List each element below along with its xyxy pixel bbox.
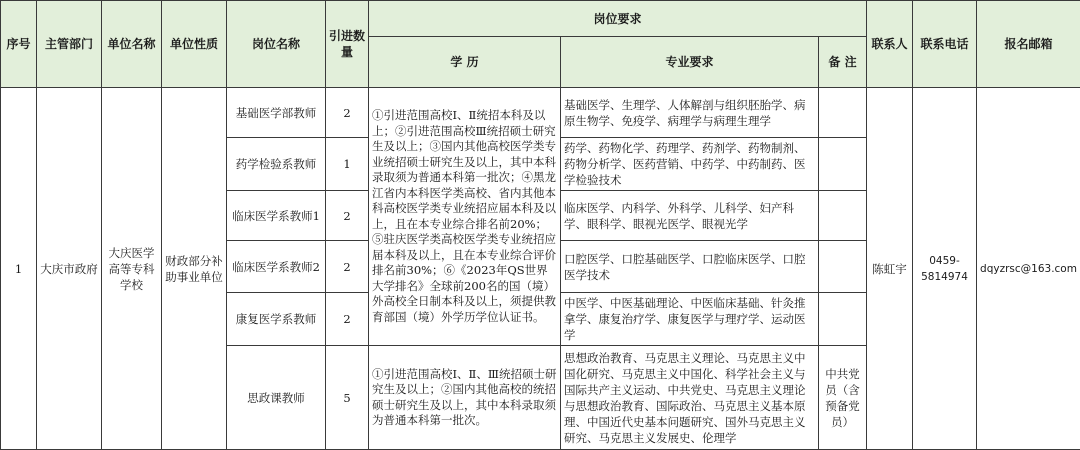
major-requirement: 中医学、中医基础理论、中医临床基础、针灸推拿学、康复治疗学、康复医学与理疗学、运动医学	[561, 293, 819, 346]
education-requirement: ①引进范围高校Ⅰ、Ⅱ统招本科及以上；②引进范围高校Ⅲ统招硕士研究生及以上；③国内其他高校医学类专业统招硕士研究生及以上，其中本科录取须为普通本科第一批次；④黑龙江省内本科医学类高校、省内其他本科高校医学类专业统招应届本科及以上，且在本专业综合排名前20%；⑤驻庆医学类高校医学类专业统招应届本科及以上，且在本专业综合评价排名前30%；⑥《2023年QS世界大学排名》全球前200名的国（境）外高校全日制本科及以上，须提供教育部国（境）外学历学位认证书。	[369, 88, 561, 346]
post-count: 2	[326, 241, 369, 293]
major-requirement: 基础医学、生理学、人体解剖与组织胚胎学、病原生物学、免疫学、病理学与病理生理学	[561, 88, 819, 138]
post-count: 1	[326, 138, 369, 191]
post-count: 2	[326, 293, 369, 346]
header-dept: 主管部门	[37, 1, 102, 88]
dept-cell: 大庆市政府	[37, 88, 102, 450]
post-name: 临床医学系教师2	[227, 241, 326, 293]
header-education: 学 历	[369, 37, 561, 88]
post-count: 2	[326, 88, 369, 138]
header-requirements: 岗位要求	[369, 1, 867, 37]
header-email: 报名邮箱	[977, 1, 1080, 88]
unit-cell: 大庆医学高等专科学校	[102, 88, 162, 450]
education-requirement-politics: ①引进范围高校Ⅰ、Ⅱ、Ⅲ统招硕士研究生及以上；②国内其他高校的统招硕士研究生及以上，其中本科录取须为普通本科第一批次。	[369, 346, 561, 450]
header-post: 岗位名称	[227, 1, 326, 88]
header-seq: 序号	[1, 1, 37, 88]
nature-cell: 财政部分补助事业单位	[162, 88, 227, 450]
remark-cell	[819, 138, 867, 191]
post-name: 药学检验系教师	[227, 138, 326, 191]
post-name: 思政课教师	[227, 346, 326, 450]
header-remark: 备 注	[819, 37, 867, 88]
contact-cell: 陈虹宇	[867, 88, 913, 450]
remark-cell	[819, 88, 867, 138]
remark-cell	[819, 191, 867, 241]
phone-cell: 0459-5814974	[913, 88, 977, 450]
post-name: 基础医学部教师	[227, 88, 326, 138]
remark-cell: 中共党员（含预备党员）	[819, 346, 867, 450]
post-count: 5	[326, 346, 369, 450]
major-requirement: 临床医学、内科学、外科学、儿科学、妇产科学、眼科学、眼视光医学、眼视光学	[561, 191, 819, 241]
header-major: 专业要求	[561, 37, 819, 88]
major-requirement: 思想政治教育、马克思主义理论、马克思主义中国化研究、马克思主义中国化、科学社会主义与国际共产主义运动、中共党史、马克思主义理论与思想政治教育、国际政治、马克思主义基本原理、中国近代史基本问题研究、国外马克思主义研究、马克思主义发展史、伦理学	[561, 346, 819, 450]
remark-cell	[819, 241, 867, 293]
post-name: 康复医学系教师	[227, 293, 326, 346]
header-phone: 联系电话	[913, 1, 977, 88]
major-requirement: 口腔医学、口腔基础医学、口腔临床医学、口腔医学技术	[561, 241, 819, 293]
post-count: 2	[326, 191, 369, 241]
major-requirement: 药学、药物化学、药理学、药剂学、药物制剂、药物分析学、医药营销、中药学、中药制药、医学检验技术	[561, 138, 819, 191]
header-count: 引进数量	[326, 1, 369, 88]
header-nature: 单位性质	[162, 1, 227, 88]
email-cell: dqyzrsc@163.com	[977, 88, 1080, 450]
remark-cell	[819, 293, 867, 346]
seq-cell: 1	[1, 88, 37, 450]
header-unit: 单位名称	[102, 1, 162, 88]
post-name: 临床医学系教师1	[227, 191, 326, 241]
header-contact: 联系人	[867, 1, 913, 88]
